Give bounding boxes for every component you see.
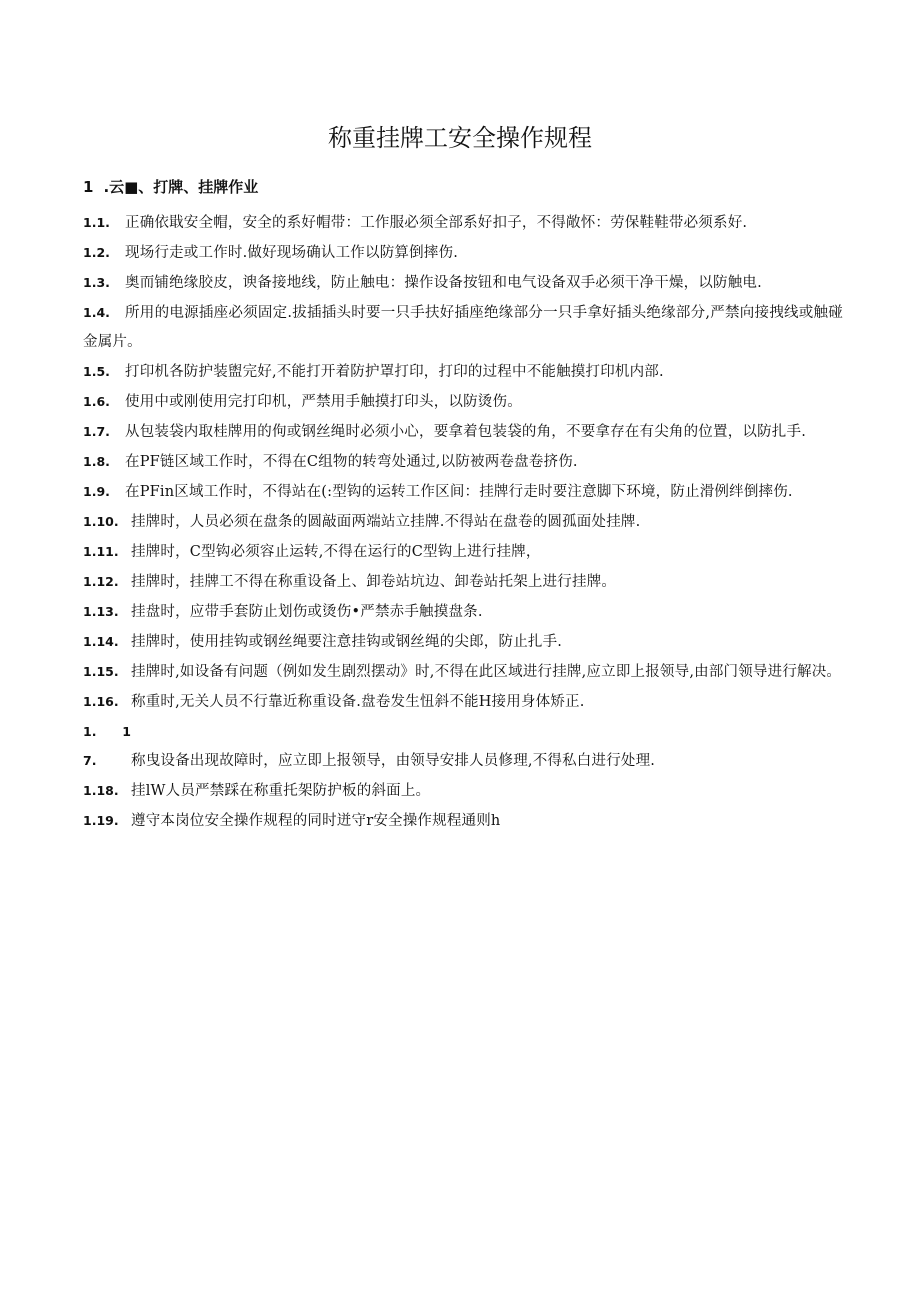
rule-number: 1.7. (83, 424, 110, 439)
rule-text: 挂牌时,如设备有问题（例如发生剧烈摆动》时,不得在此区域进行挂牌,应立即上报领导,由部门领导进行解决。 (131, 664, 842, 680)
rule-text: 在PF链区域工作时，不得在C组物的转弯处通过,以防被两卷盘卷挤伤. (125, 454, 578, 470)
rule-item (83, 357, 843, 387)
rule-item (83, 687, 843, 717)
section-label: .云■、打牌、挂牌作业 (103, 178, 259, 196)
rule-text: 使用中或刚使用完打印机，严禁用手触摸打印头，以防烫伤。 (125, 394, 522, 410)
rule-text: 打印机各防护装盥完好,不能打开着防护罩打印，打印的过程中不能触摸打印机内部. (125, 364, 664, 380)
rule-text: 称重时,无关人员不行靠近称重设备.盘卷发生忸斜不能H接用身体矫正. (131, 694, 585, 710)
rule-number: 1.16. (83, 694, 119, 709)
rule-item (83, 238, 843, 268)
rule-number: 1.6. (83, 394, 110, 409)
rule-item (83, 477, 843, 507)
rule-number: 1.19. (83, 813, 119, 828)
rule-item (83, 208, 843, 238)
rule-text: 挂牌时，挂牌工不得在称重设备上、卸卷站坑边、卸卷站托架上进行挂牌。 (131, 574, 617, 590)
rule-text: 挂lW人员严禁踩在称重托架防护板的斜面上。 (131, 783, 431, 799)
rule-item (83, 567, 843, 597)
rule-item (83, 717, 843, 776)
rule-number: 1.5. (83, 364, 110, 379)
rule-item (83, 537, 843, 567)
rule-item (83, 657, 843, 687)
rule-item (83, 806, 843, 836)
rule-number: 1.8. (83, 454, 110, 469)
rule-number: 1.2. (83, 245, 110, 260)
rules-list (83, 208, 843, 836)
rule-item (83, 627, 843, 657)
rule-number: 1.3. (83, 275, 110, 290)
rule-number: 1. 17. (83, 724, 131, 768)
rule-item (83, 387, 843, 417)
rule-text: 挂牌时，C型钩必须容止运转,不得在运行的C型钩上进行挂牌， (131, 544, 541, 560)
rule-item (83, 268, 843, 298)
rule-text: 从包装袋内取桂牌用的佝或钢丝绳时必须小心，要拿着包装袋的角，不要拿存在有尖角的位置，以防扎手. (125, 424, 807, 440)
section-number: 1 (83, 178, 94, 196)
rule-text: 称曳设备出现故障时，应立即上报领导，由领导安排人员修理,不得私白进行处理. (131, 753, 656, 769)
rule-text: 在PFin区域工作时，不得站在(:型钩的运转工作区间：挂牌行走时要注意脚下环境，防止滑例绊倒摔伤. (125, 484, 793, 500)
rule-text: 现场行走或工作时.做好现场确认工作以防算倒摔伤. (125, 245, 459, 261)
rule-number: 1.18. (83, 783, 119, 798)
rule-item (83, 507, 843, 537)
rule-number: 1.13. (83, 604, 119, 619)
rule-number: 1.15. (83, 664, 119, 679)
rule-item (83, 776, 843, 806)
section-heading (83, 176, 258, 197)
rule-number: 1.10. (83, 514, 119, 529)
rule-number: 1.1. (83, 215, 110, 230)
rule-item (83, 447, 843, 477)
rule-text: 所用的电源插座必须固定.拔插插头时要一只手扶好插座绝缘部分一只手拿好插头绝缘部分,严禁向接拽线或触碰金属片。 (83, 305, 843, 350)
rule-text: 挂盘时，应带手套防止划伤或烫伤•严禁赤手触摸盘条. (131, 604, 483, 620)
rule-text: 遵守本岗位安全操作规程的同时迸守r安全操作规程通则h (131, 813, 501, 829)
rule-item (83, 298, 843, 357)
rule-text: 正确依戢安全帽，安全的系好帽带：工作服必须全部系好扣子，不得敞怀：劳保鞋鞋带必须系好. (125, 215, 748, 231)
rule-number: 1.11. (83, 544, 119, 559)
rule-text: 挂牌时，使用挂钩或钢丝绳要注意挂钩或钢丝绳的尖郎，防止扎手. (131, 634, 563, 650)
rule-number: 1.9. (83, 484, 110, 499)
rule-number: 1.12. (83, 574, 119, 589)
rule-text: 挂牌时，人员必须在盘条的圆敲面两端站立挂牌.不得站在盘卷的圆孤面处挂牌. (131, 514, 641, 530)
rule-item (83, 417, 843, 447)
rule-number: 1.4. (83, 305, 110, 320)
rule-number: 1.14. (83, 634, 119, 649)
document-title: 称重挂牌工安全操作规程 (328, 124, 592, 152)
rule-text: 奥而铺绝缘胶皮，谀备接地线，防止触电：操作设备按钮和电气设备双手必须干净干燥，以防触电. (125, 275, 762, 291)
rule-item (83, 597, 843, 627)
